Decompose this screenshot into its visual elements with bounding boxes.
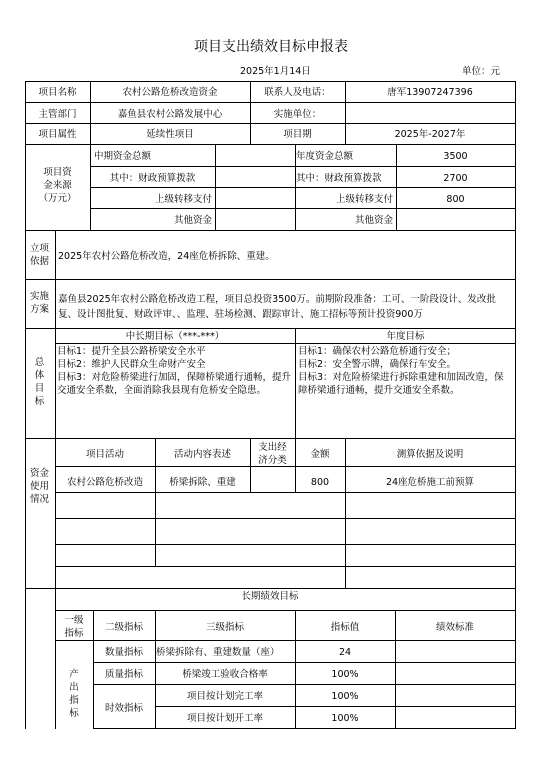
period-label: 项目期 — [283, 129, 312, 140]
year-goal-item: 目标3：对危险桥梁进行拆除重建和加固改造，保障桥梁通行通畅，提升交通安全系数。 — [298, 372, 504, 396]
lt-header-value: 指标值 — [330, 622, 360, 633]
usage-label: 资金 使用 情况 — [29, 468, 49, 505]
grid-line-horizontal — [55, 518, 516, 519]
grid-line-vertical — [345, 492, 346, 589]
lt-header-standard: 绩效标准 — [435, 622, 474, 633]
grid-line-horizontal — [155, 706, 516, 707]
mid-fiscal-label: 其中：财政预算拨款 — [109, 173, 196, 184]
lt-row-lvl3: 项目按计划完工率 — [186, 691, 263, 702]
project-name-value: 农村公路危桥改造资金 — [122, 87, 218, 98]
grid-line-horizontal — [55, 343, 516, 344]
attr-value: 延续性项目 — [146, 129, 194, 140]
usage-header-activity: 项目活动 — [85, 449, 124, 460]
usage-header-amount: 金额 — [310, 449, 330, 460]
lt-header-lvl1: 一级 指标 — [64, 615, 84, 639]
mid-total-label: 中期资金总额 — [94, 151, 152, 162]
mid-goal-item: 目标3：对危险桥梁进行加固，保障桥梁通行通畅，提升交通安全系数，全面消除我县现有危桥安全隐患。 — [57, 372, 292, 396]
grid-line-horizontal — [25, 230, 516, 231]
grid-line-horizontal — [55, 640, 516, 641]
plan-label: 实施 方案 — [29, 291, 49, 315]
mid-goal-item: 目标1：提升全县公路桥梁安全水平 — [57, 346, 206, 357]
grid-line-horizontal — [55, 566, 516, 567]
period-value: 2025年-2027年 — [394, 129, 466, 140]
grid-line-vertical — [515, 81, 516, 729]
goals-label: 总 体 目 标 — [34, 357, 45, 407]
mid-goal-list — [57, 345, 293, 397]
mid-goal-item: 目标2：维护人民群众生命财产安全 — [57, 359, 206, 370]
year-goal-item: 目标1：确保农村公路危桥通行安全； — [298, 346, 457, 357]
lt-row-value: 100% — [331, 669, 359, 680]
year-fiscal-value: 2700 — [443, 173, 468, 184]
output-indicator-label: 产 出 指 标 — [69, 669, 79, 719]
mid-other-label: 其他资金 — [173, 215, 212, 226]
grid-line-horizontal — [93, 728, 516, 729]
grid-line-horizontal — [25, 328, 516, 329]
grid-line-horizontal — [25, 588, 516, 589]
grid-line-horizontal — [25, 102, 516, 103]
lt-row-lvl3: 项目按计划开工率 — [186, 713, 263, 724]
basis-label: 立项 依据 — [29, 243, 49, 267]
unit-label: 单位：元 — [462, 66, 501, 77]
year-goal-header: 年度目标 — [386, 331, 425, 342]
mid-goal-header: 中长期目标（***-***） — [125, 331, 225, 342]
basis-text: 2025年农村公路危桥改造，24座危桥拆除、重建。 — [58, 251, 275, 262]
lt-row-lvl2: 数量指标 — [104, 647, 143, 658]
lt-header-lvl3: 三级指标 — [205, 622, 244, 633]
lt-row-value: 100% — [331, 691, 359, 702]
usage-row-amount: 800 — [310, 477, 330, 488]
page-title: 项目支出绩效目标申报表 — [194, 39, 348, 55]
grid-line-horizontal — [25, 81, 516, 82]
usage-header-basis: 测算依据及说明 — [396, 449, 464, 460]
impl-unit-label: 实施单位： — [273, 109, 322, 120]
grid-line-horizontal — [90, 187, 516, 188]
year-transfer-value: 800 — [446, 194, 465, 205]
year-total-value: 3500 — [443, 151, 468, 162]
contact-value: 唐军13907247396 — [387, 87, 473, 98]
grid-line-horizontal — [90, 208, 516, 209]
lt-row-value: 100% — [331, 713, 359, 724]
grid-line-horizontal — [55, 610, 516, 611]
grid-line-horizontal — [93, 684, 516, 685]
dept-label: 主管部门 — [38, 109, 77, 120]
grid-line-vertical — [215, 144, 216, 231]
lt-header-lvl2: 二级指标 — [104, 622, 143, 633]
grid-line-horizontal — [90, 166, 516, 167]
year-fiscal-label: 其中：财政预算拨款 — [296, 173, 382, 184]
usage-row-content: 桥梁拆除、重建 — [169, 477, 236, 488]
longterm-title: 长期绩效目标 — [241, 591, 299, 602]
funds-label: 项目资 金来源 （万元） — [38, 167, 77, 204]
year-goal-item: 目标2：安全警示牌，确保行车安全。 — [298, 359, 457, 370]
year-other-label: 其他资金 — [354, 215, 393, 226]
grid-line-vertical — [295, 328, 296, 439]
project-name-label: 项目名称 — [38, 87, 77, 98]
usage-header-content: 活动内容表述 — [173, 449, 231, 460]
year-goal-list — [298, 345, 512, 397]
contact-label: 联系人及电话： — [264, 87, 331, 98]
grid-line-horizontal — [25, 123, 516, 124]
usage-row-basis: 24座危桥施工前预算 — [385, 477, 475, 488]
lt-row-lvl2: 质量指标 — [104, 669, 143, 680]
dept-value: 嘉鱼县农村公路发展中心 — [117, 109, 223, 120]
usage-row-activity: 农村公路危桥改造 — [66, 477, 143, 488]
report-date: 2025年1月14日 — [240, 66, 311, 77]
year-transfer-label: 上级转移支付 — [335, 194, 393, 205]
plan-text: 嘉鱼县2025年农村公路危桥改造工程，项目总投资3500万。前期阶段准备：工可、一阶段设计、发改批复、设计图批复、财政评审、、监理、驻场检测、跟踪审计、施工招标等预计投资900万 — [58, 294, 496, 320]
lt-row-lvl3: 桥梁拆除有、重建数量（座） — [156, 647, 280, 658]
lt-row-lvl3: 桥梁竣工验收合格率 — [182, 669, 268, 680]
grid-line-horizontal — [55, 492, 516, 493]
lt-row-value: 24 — [338, 647, 352, 658]
grid-line-horizontal — [93, 662, 516, 663]
year-total-label: 年度资金总额 — [296, 151, 354, 162]
usage-header-econ: 支出经 济分类 — [258, 442, 287, 466]
attr-label: 项目属性 — [38, 129, 77, 140]
mid-transfer-label: 上级转移支付 — [154, 194, 212, 205]
grid-line-horizontal — [25, 279, 516, 280]
grid-line-horizontal — [55, 544, 516, 545]
grid-line-horizontal — [25, 144, 516, 145]
lt-row-lvl2: 时效指标 — [104, 703, 143, 714]
grid-line-horizontal — [25, 438, 516, 439]
